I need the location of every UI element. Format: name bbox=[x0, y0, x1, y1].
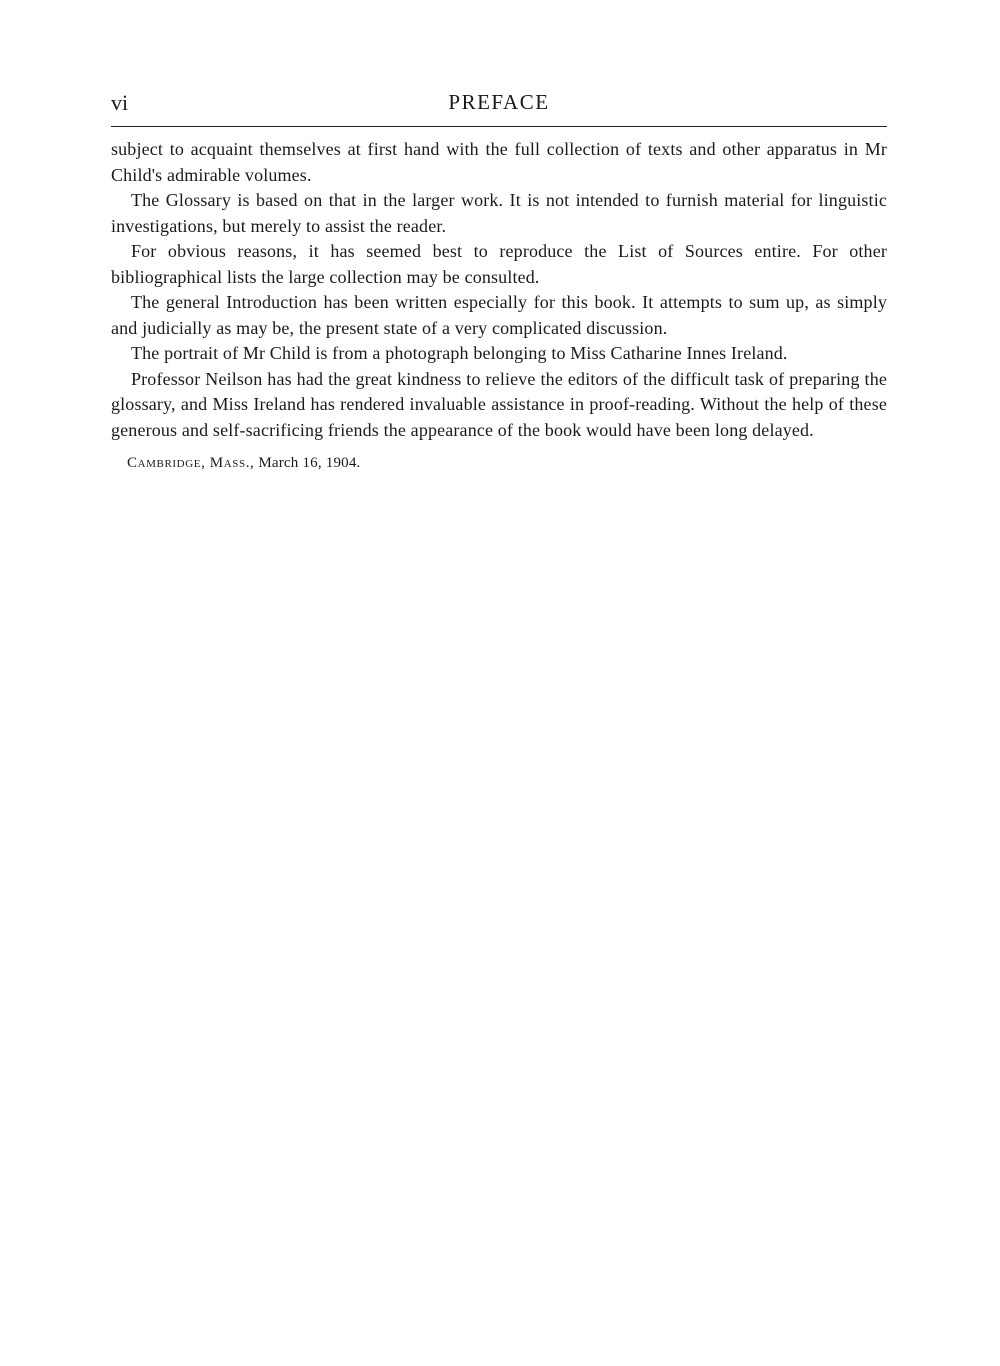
signature-line bbox=[111, 455, 887, 472]
book-page bbox=[111, 88, 887, 472]
paragraph: The general Introduction has been written especially for this book. It attempts to sum up, as simply and judicially as may be, the present state of a very complicated discussion. bbox=[111, 292, 887, 338]
header-rule bbox=[111, 126, 887, 127]
running-head bbox=[111, 88, 887, 118]
paragraph: subject to acquaint themselves at first hand with the full collection of texts and other apparatus in Mr Child's admirable volumes. bbox=[111, 139, 887, 185]
page-number: vi bbox=[111, 90, 129, 115]
paragraph: The portrait of Mr Child is from a photograph belonging to Miss Catharine Innes Ireland. bbox=[131, 343, 788, 363]
running-title: PREFACE bbox=[448, 90, 550, 114]
paragraph: For obvious reasons, it has seemed best to reproduce the List of Sources entire. For other bibliographical lists the large collection may be consulted. bbox=[111, 241, 887, 287]
paragraph: Professor Neilson has had the great kindness to relieve the editors of the difficult task of preparing the glossary, and Miss Ireland has rendered invaluable assistance in proof-reading. Without the help of these generous and self-sacrificing friends the appearance of the book would have been long delayed. bbox=[111, 368, 887, 440]
preface-body bbox=[111, 137, 887, 443]
signature-date: March 16, 1904. bbox=[258, 455, 361, 471]
paragraph: The Glossary is based on that in the larger work. It is not intended to furnish material for linguistic investigations, but merely to assist the reader. bbox=[111, 190, 887, 236]
signature-place: Cambridge, Mass., bbox=[127, 455, 255, 471]
